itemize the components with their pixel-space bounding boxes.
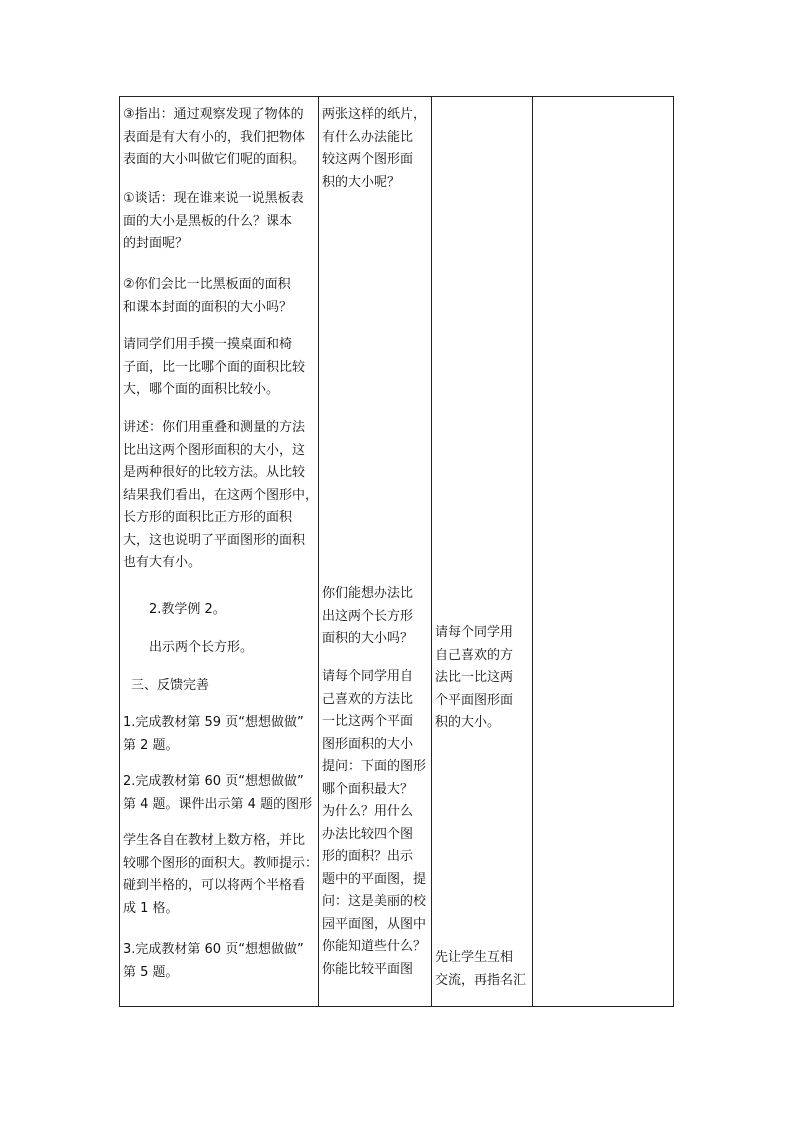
text-line: 子面，比一比哪个面的面积比较 <box>123 359 306 375</box>
text-line: 大，这也说明了平面图形的面积 <box>123 532 306 548</box>
text-line: 是两种很好的比较方法。从比较 <box>123 465 306 480</box>
text-line: 你能比较平面图 <box>322 961 414 977</box>
paragraph-exercise-3 <box>123 939 304 984</box>
text-line: 积的大小呢？ <box>322 174 401 190</box>
teacher-column <box>319 97 431 1006</box>
text-line: 法比一比这两 <box>435 670 514 685</box>
text-line: 1.完成教材第 59 页“想想做做” <box>123 715 304 730</box>
paragraph-favorite-method <box>322 666 426 981</box>
text-line: 你们能想办法比 <box>322 586 414 601</box>
text-line: 大，哪个面的面积比较小。 <box>123 382 280 397</box>
text-line: 表面是有大有小的，我们把物体 <box>123 129 306 145</box>
text-line: 第 4 题。课件出示第 4 题的图形 <box>123 796 313 812</box>
paragraph-rectangle-question <box>322 583 413 651</box>
text-line: 较这两个图形面 <box>322 152 414 167</box>
text-line: 2.教学例 2。 <box>149 602 226 617</box>
section-heading-feedback <box>131 675 209 698</box>
paragraph-exercise-1 <box>123 712 304 757</box>
text-line: 两张这样的纸片， <box>322 107 427 122</box>
text-line: 题中的平面图，提 <box>322 871 427 887</box>
text-line: 结果我们看出，在这两个图形中， <box>123 487 318 503</box>
text-line: 一比这两个平面 <box>322 714 414 729</box>
text-line: 面的大小是黑板的什么？课本 <box>123 213 293 229</box>
text-line: 比出这两个图形面积的大小，这 <box>123 442 306 458</box>
text-line: 图形面积的大小 <box>322 736 414 752</box>
text-line: 也有大有小。 <box>123 555 202 570</box>
text-line: 学生各自在教材上数方格，并比 <box>123 833 306 848</box>
text-line: 长方形的面积比正方形的面积 <box>123 510 293 525</box>
paragraph-example-2 <box>149 599 226 622</box>
text-line: 哪个面积最大？ <box>322 781 414 797</box>
paragraph-exercise-2 <box>123 771 312 816</box>
text-line: 交流，再指名汇 <box>435 972 527 988</box>
text-line: 成 1 格。 <box>123 900 179 916</box>
text-line: 个平面图形面 <box>435 692 514 708</box>
text-line: 较哪个图形的面积大。教师提示： <box>123 855 318 871</box>
text-line: 形的面积？出示 <box>322 849 414 864</box>
paragraph-point-out <box>123 104 305 172</box>
text-line: 碰到半格的，可以将两个半格看 <box>123 878 306 893</box>
text-line: 出示两个长方形。 <box>149 640 254 655</box>
text-line: ①谈话：现在谁来说一说黑板表 <box>123 191 304 206</box>
text-line: 提问：下面的图形 <box>322 759 427 774</box>
text-line: ②你们会比一比黑板面的面积 <box>123 277 291 292</box>
text-line: 先让学生互相 <box>435 950 514 965</box>
text-line: 3.完成教材第 60 页“想想做做” <box>123 942 304 957</box>
text-line: 第 5 题。 <box>123 964 179 980</box>
text-line: 你能知道些什么？ <box>322 939 427 954</box>
process-column <box>120 97 318 1006</box>
text-line: 请每个同学用自 <box>322 669 414 684</box>
paragraph-student-exchange <box>435 947 526 992</box>
text-line: 面积的大小吗？ <box>322 631 414 646</box>
notes-column <box>533 97 673 1006</box>
lesson-table <box>119 96 674 1007</box>
paragraph-touch-surfaces <box>123 334 305 402</box>
text-line: 自己喜欢的方 <box>435 647 514 663</box>
text-line: 讲述：你们用重叠和测量的方法 <box>123 420 306 435</box>
paragraph-count-squares <box>123 830 318 920</box>
text-line: 园平面图，从图中 <box>322 916 427 932</box>
text-line: 己喜欢的方法比 <box>322 691 414 707</box>
text-line: 办法比较四个图 <box>322 826 414 842</box>
paragraph-student-compare <box>435 622 513 735</box>
text-line: 2.完成教材第 60 页“想想做做” <box>123 774 304 789</box>
text-line: ③指出：通过观察发现了物体的 <box>123 107 304 122</box>
text-line: 积的大小。 <box>435 715 501 730</box>
text-line: 出这两个长方形 <box>322 608 414 624</box>
text-line: 为什么？用什么 <box>322 804 414 819</box>
text-line: 三、反馈完善 <box>131 678 210 693</box>
text-line: 表面的大小叫做它们呢的面积。 <box>123 152 306 167</box>
text-line: 请同学们用手摸一摸桌面和椅 <box>123 337 293 352</box>
text-line: 的封面呢？ <box>123 236 189 251</box>
text-line: 请每个同学用 <box>435 625 514 640</box>
student-column <box>432 97 532 1006</box>
paragraph-show-rectangles <box>149 637 253 660</box>
paragraph-talk <box>123 188 304 256</box>
paragraph-compare-blackboard <box>123 274 292 319</box>
text-line: 第 2 题。 <box>123 737 179 753</box>
paragraph-explain <box>123 417 318 575</box>
text-line: 和课本封面的面积的大小吗？ <box>123 299 293 315</box>
paragraph-paper-question <box>322 104 426 194</box>
text-line: 问：这是美丽的校 <box>322 894 427 909</box>
text-line: 有什么办法能比 <box>322 129 414 145</box>
